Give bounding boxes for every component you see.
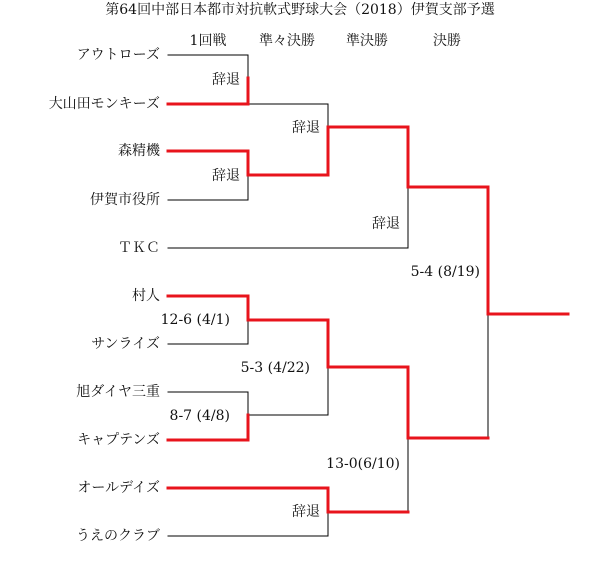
team-name: うえのクラブ [76, 528, 160, 544]
winner-lines [168, 78, 568, 512]
team-name: アウトローズ [76, 47, 160, 63]
match-result: 辞退 [212, 72, 240, 88]
round-header-3: 準決勝 [346, 33, 388, 49]
round-header-4: 決勝 [433, 33, 461, 49]
page-title: 第64回中部日本都市対抗軟式野球大会（2018）伊賀支部予選 [105, 2, 495, 18]
match-result: 辞退 [292, 504, 320, 520]
team-name: 大山田モンキーズ [48, 96, 160, 112]
team-name: キャプテンズ [77, 432, 160, 448]
team-name: オールデイズ [77, 480, 160, 496]
match-result: 12-6 (4/1) [160, 312, 230, 328]
match-result: 辞退 [292, 120, 320, 136]
match-result: 5-4 (8/19) [410, 264, 480, 280]
team-name: サンライズ [91, 336, 160, 352]
team-name: 森精機 [118, 143, 160, 159]
match-result: 13-0(6/10) [326, 456, 400, 472]
match-result: 8-7 (4/8) [169, 408, 230, 424]
team-name: 伊賀市役所 [90, 192, 160, 208]
match-result: 辞退 [372, 216, 400, 232]
team-name: 村人 [132, 288, 160, 304]
match-result: 辞退 [212, 168, 240, 184]
round-header-1: 1回戦 [189, 33, 227, 49]
team-name: 旭ダイヤ三重 [76, 384, 160, 400]
team-name: ＴＫＣ [118, 240, 160, 256]
match-result: 5-3 (4/22) [240, 360, 310, 376]
round-header-2: 準々決勝 [259, 33, 315, 49]
